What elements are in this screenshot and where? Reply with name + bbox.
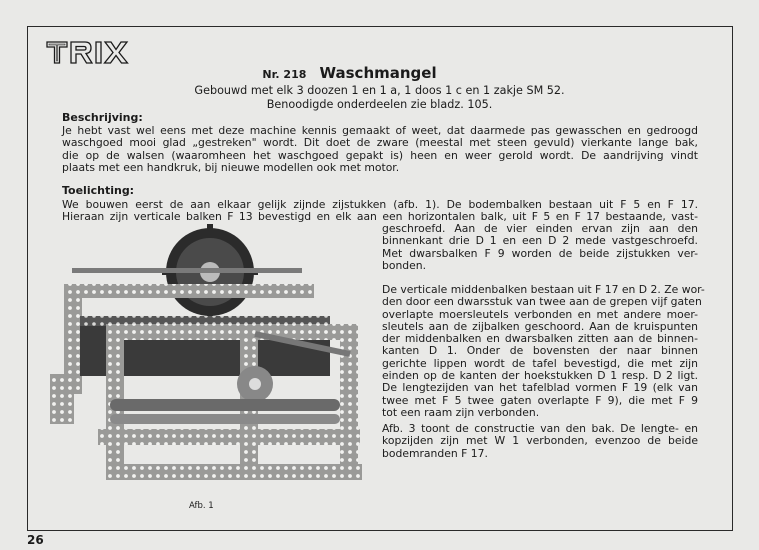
text-line: die op de walsen (waaromheen het waschgoed gepakt is) heen en weer gerold wordt. De aandrijving vindt <box>62 148 698 162</box>
text-line: den door een dwarsstuk van twee aan de grepen vijf gaten <box>382 295 702 309</box>
text-line: Afb. 3 toont de constructie van den bak. De lengte- en <box>382 422 698 435</box>
text-line: De lengtezijden van het tafelblad vormen F 19 (elk van <box>382 381 698 395</box>
text-line: binnenkant drie D 1 en een D 2 mede vastgeschroefd. <box>382 234 698 248</box>
text-line: twee met F 5 twee gaten overlapte F 9), die met F 9 <box>382 393 698 407</box>
text-line: We bouwen eerst de aan elkaar gelijk zijnde zijstukken (afb. 1). De bodembalken bestaan uit F 5 en F 17. <box>62 198 698 211</box>
parts-line: Gebouwd met elk 3 doozen 1 en 1 a, 1 doos 1 c en 1 zakje SM 52. <box>194 84 565 97</box>
parts-reference: Benoodigde onderdeelen zie bladz. 105. <box>266 98 493 111</box>
beschrijving-heading: Beschrijving: <box>62 111 143 124</box>
page-number: 26 <box>27 533 44 547</box>
text-line: Je hebt vast wel eens met deze machine kennis gemaakt of weet, dat daarmede pas gewasschen en gedroogd <box>62 124 698 137</box>
beschrijving-text <box>62 125 698 174</box>
text-line: einden op de kanten der hoekstukken D 1 resp. D 2 ligt. <box>382 369 698 383</box>
text-line: De verticale middenbalken bestaan uit F 17 en D 2. Ze wor- <box>382 283 705 296</box>
text-line: kopzijden zijn met W 1 verbonden, evenzoo de beide <box>382 434 698 448</box>
text-line: Met dwarsbalken F 9 worden de beide zijstukken ver- <box>382 246 698 260</box>
text-line: overlapte moersleutels verbonden en met andere moer- <box>382 307 698 321</box>
toelichting-wide-text <box>62 199 698 224</box>
toelichting-column-para-1 <box>382 223 698 272</box>
toelichting-column-para-3 <box>382 423 698 460</box>
text-line: tot een raam zijn verbonden. <box>382 405 540 419</box>
text-line: plaats met een handkruk, bij nieuwe modellen ook met motor. <box>62 160 400 174</box>
text-line: sleutels aan de zijbalken geschoord. Aan de kruispunten <box>382 319 698 333</box>
text-line: bonden. <box>382 258 427 272</box>
text-line: geschroefd. Aan de vier einden ervan zijn aan den <box>382 222 698 235</box>
text-line: der middenbalken en dwarsbalken zitten aan de binnen- <box>382 332 698 346</box>
mangle-model-photo <box>50 224 362 504</box>
figure-caption: Afb. 1 <box>189 501 214 511</box>
text-line: Hieraan zijn verticale balken F 13 bevestigd en elk aan een horizontalen balk, uit F 5 en F 17 bestaande, vast- <box>62 210 698 224</box>
title-row <box>0 63 759 82</box>
trix-logo <box>46 38 142 66</box>
toelichting-column-para-2 <box>382 283 705 419</box>
text-line: gerichte lippen wordt de tafel bevestigd, die met zijn <box>382 356 698 370</box>
toelichting-heading: Toelichting: <box>62 184 135 197</box>
text-line: bodemranden F 17. <box>382 446 488 460</box>
text-line: kanten D 1. Onder de bovensten der naar binnen <box>382 344 698 358</box>
model-number: Nr. 218 <box>262 68 307 81</box>
text-line: waschgoed mooi glad „gestreken" wordt. Dit doet de zware (meestal met steen gevuld) vierkante lange bak, <box>62 136 698 150</box>
model-title: Waschmangel <box>319 64 437 82</box>
